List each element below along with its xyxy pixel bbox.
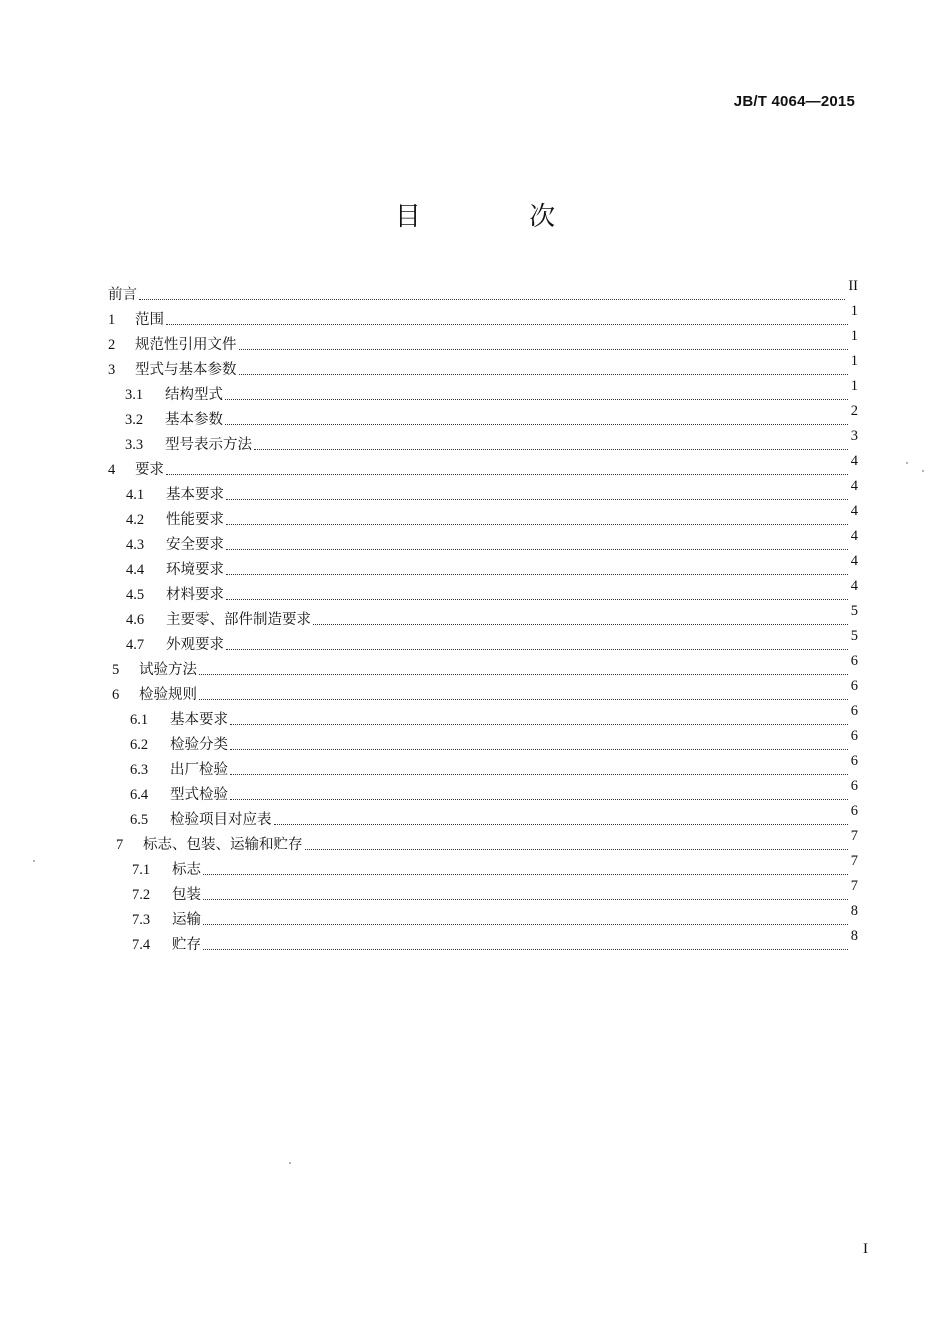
- toc-entry-number: 4: [108, 462, 116, 478]
- toc-entry-page: 4: [850, 503, 858, 519]
- dot-leader: [254, 449, 848, 450]
- toc-entry[interactable]: [108, 329, 858, 354]
- toc-entry-number: 4.7: [126, 637, 145, 653]
- toc-entry-number: 6.5: [130, 812, 149, 828]
- dot-leader: [225, 399, 848, 400]
- toc-entry-number: 4.1: [126, 487, 145, 503]
- toc-entry-page: 4: [850, 553, 858, 569]
- dot-leader: [226, 549, 848, 550]
- toc-entry[interactable]: [108, 879, 858, 904]
- dot-leader: [139, 299, 845, 300]
- dot-leader: [230, 749, 848, 750]
- toc-entry[interactable]: [108, 779, 858, 804]
- toc-entry-number: 7.4: [132, 937, 151, 953]
- toc-entry-page: 7: [850, 878, 858, 894]
- toc-entry-number: 4.6: [126, 612, 145, 628]
- table-of-contents: [108, 279, 858, 954]
- toc-entry[interactable]: [108, 304, 858, 329]
- toc-entry-page: 4: [850, 578, 858, 594]
- toc-entry-number: 4.5: [126, 587, 145, 603]
- dot-leader: [239, 374, 848, 375]
- toc-entry-label: 外观要求: [166, 637, 224, 653]
- toc-entry-number: 6: [112, 687, 120, 703]
- dot-leader: [203, 949, 848, 950]
- toc-entry-label: 规范性引用文件: [135, 337, 237, 353]
- dot-leader: [226, 599, 848, 600]
- toc-entry-number: 7: [116, 837, 124, 853]
- toc-entry-page: 6: [850, 803, 858, 819]
- dot-leader: [274, 824, 848, 825]
- toc-entry-label: 型式与基本参数: [135, 362, 237, 378]
- toc-entry-page: 4: [850, 453, 858, 469]
- toc-entry-label: 环境要求: [166, 562, 224, 578]
- dot-leader: [226, 574, 848, 575]
- toc-entry[interactable]: [108, 354, 858, 379]
- toc-entry-number: 4.3: [126, 537, 145, 553]
- toc-entry-label: 基本要求: [170, 712, 228, 728]
- toc-entry[interactable]: [108, 529, 858, 554]
- toc-entry-number: 6.1: [130, 712, 149, 728]
- dot-leader: [199, 699, 848, 700]
- toc-entry-number: 6.3: [130, 762, 149, 778]
- toc-entry-number: 5: [112, 662, 120, 678]
- toc-entry-label: 型号表示方法: [165, 437, 252, 453]
- toc-entry-page: 1: [850, 328, 858, 344]
- toc-entry-number: 6.2: [130, 737, 149, 753]
- toc-entry-label: 要求: [135, 462, 164, 478]
- toc-entry-page: 6: [850, 778, 858, 794]
- toc-entry[interactable]: [108, 804, 858, 829]
- dot-leader: [230, 799, 848, 800]
- toc-entry-page: 7: [850, 853, 858, 869]
- toc-entry-number: 3.3: [125, 437, 144, 453]
- dot-leader: [203, 899, 848, 900]
- toc-entry[interactable]: [108, 429, 858, 454]
- toc-entry[interactable]: [108, 929, 858, 954]
- toc-entry-page: 6: [850, 728, 858, 744]
- toc-entry-number: 3.1: [125, 387, 144, 403]
- toc-entry-page: 5: [850, 628, 858, 644]
- toc-entry-label: 试验方法: [139, 662, 197, 678]
- dot-leader: [305, 849, 848, 850]
- toc-entry-label: 主要零、部件制造要求: [166, 612, 311, 628]
- toc-entry-label: 基本要求: [166, 487, 224, 503]
- toc-entry-label: 包装: [172, 887, 201, 903]
- toc-entry-page: II: [848, 278, 858, 294]
- dot-leader: [230, 774, 848, 775]
- toc-entry[interactable]: [108, 379, 858, 404]
- toc-entry-page: 1: [850, 353, 858, 369]
- toc-entry-page: 1: [850, 303, 858, 319]
- toc-entry-page: 7: [850, 828, 858, 844]
- toc-entry-page: 2: [850, 403, 858, 419]
- toc-entry-page: 8: [850, 928, 858, 944]
- toc-entry[interactable]: [108, 704, 858, 729]
- dot-leader: [313, 624, 848, 625]
- toc-entry-label: 前言: [108, 287, 137, 303]
- toc-entry[interactable]: [108, 729, 858, 754]
- toc-entry[interactable]: [108, 479, 858, 504]
- page-number: I: [863, 1241, 868, 1257]
- toc-entry-page: 6: [850, 703, 858, 719]
- toc-entry-number: 1: [108, 312, 116, 328]
- dot-leader: [166, 474, 848, 475]
- dot-leader: [230, 724, 848, 725]
- toc-entry-page: 4: [850, 478, 858, 494]
- toc-entry-number: 4.2: [126, 512, 145, 528]
- toc-entry[interactable]: [108, 404, 858, 429]
- toc-entry-label: 运输: [172, 912, 201, 928]
- dot-leader: [203, 924, 848, 925]
- toc-entry[interactable]: [108, 279, 858, 304]
- toc-entry[interactable]: [108, 554, 858, 579]
- toc-entry[interactable]: [108, 454, 858, 479]
- dot-leader: [199, 674, 848, 675]
- toc-entry-number: 2: [108, 337, 116, 353]
- toc-entry-label: 出厂检验: [170, 762, 228, 778]
- toc-entry-number: 7.2: [132, 887, 151, 903]
- document-code: JB/T 4064—2015: [733, 93, 855, 110]
- dot-leader: [166, 324, 848, 325]
- toc-entry-label: 标志、包装、运输和贮存: [143, 837, 303, 853]
- toc-entry[interactable]: [108, 654, 858, 679]
- toc-entry-page: 6: [850, 678, 858, 694]
- toc-entry-page: 1: [850, 378, 858, 394]
- dot-leader: [225, 424, 848, 425]
- toc-entry-page: 8: [850, 903, 858, 919]
- toc-entry-label: 结构型式: [165, 387, 223, 403]
- toc-entry-page: 3: [850, 428, 858, 444]
- toc-entry-number: 3: [108, 362, 116, 378]
- toc-entry[interactable]: [108, 504, 858, 529]
- toc-entry[interactable]: [108, 904, 858, 929]
- toc-entry-label: 型式检验: [170, 787, 228, 803]
- toc-entry[interactable]: [108, 604, 858, 629]
- toc-entry-number: 7.1: [132, 862, 151, 878]
- dot-leader: [226, 649, 848, 650]
- toc-entry-label: 检验分类: [170, 737, 228, 753]
- toc-entry[interactable]: [108, 679, 858, 704]
- dot-leader: [226, 499, 848, 500]
- page-title: 目 次: [394, 202, 606, 232]
- toc-entry-number: 4.4: [126, 562, 145, 578]
- toc-entry-number: 7.3: [132, 912, 151, 928]
- toc-entry-page: 6: [850, 753, 858, 769]
- toc-entry-number: 6.4: [130, 787, 149, 803]
- toc-entry-label: 范围: [135, 312, 164, 328]
- toc-entry-number: 3.2: [125, 412, 144, 428]
- toc-entry-label: 贮存: [172, 937, 201, 953]
- toc-entry[interactable]: [108, 629, 858, 654]
- toc-entry-label: 性能要求: [166, 512, 224, 528]
- toc-entry[interactable]: [108, 754, 858, 779]
- toc-entry-label: 材料要求: [166, 587, 224, 603]
- toc-entry-page: 4: [850, 528, 858, 544]
- dot-leader: [239, 349, 848, 350]
- toc-entry-label: 标志: [172, 862, 201, 878]
- dot-leader: [226, 524, 848, 525]
- toc-entry-label: 检验项目对应表: [170, 812, 272, 828]
- toc-entry[interactable]: [108, 829, 858, 854]
- toc-entry[interactable]: [108, 854, 858, 879]
- toc-entry-label: 检验规则: [139, 687, 197, 703]
- toc-entry[interactable]: [108, 579, 858, 604]
- toc-entry-label: 安全要求: [166, 537, 224, 553]
- toc-entry-page: 6: [850, 653, 858, 669]
- dot-leader: [203, 874, 848, 875]
- toc-entry-label: 基本参数: [165, 412, 223, 428]
- toc-entry-page: 5: [850, 603, 858, 619]
